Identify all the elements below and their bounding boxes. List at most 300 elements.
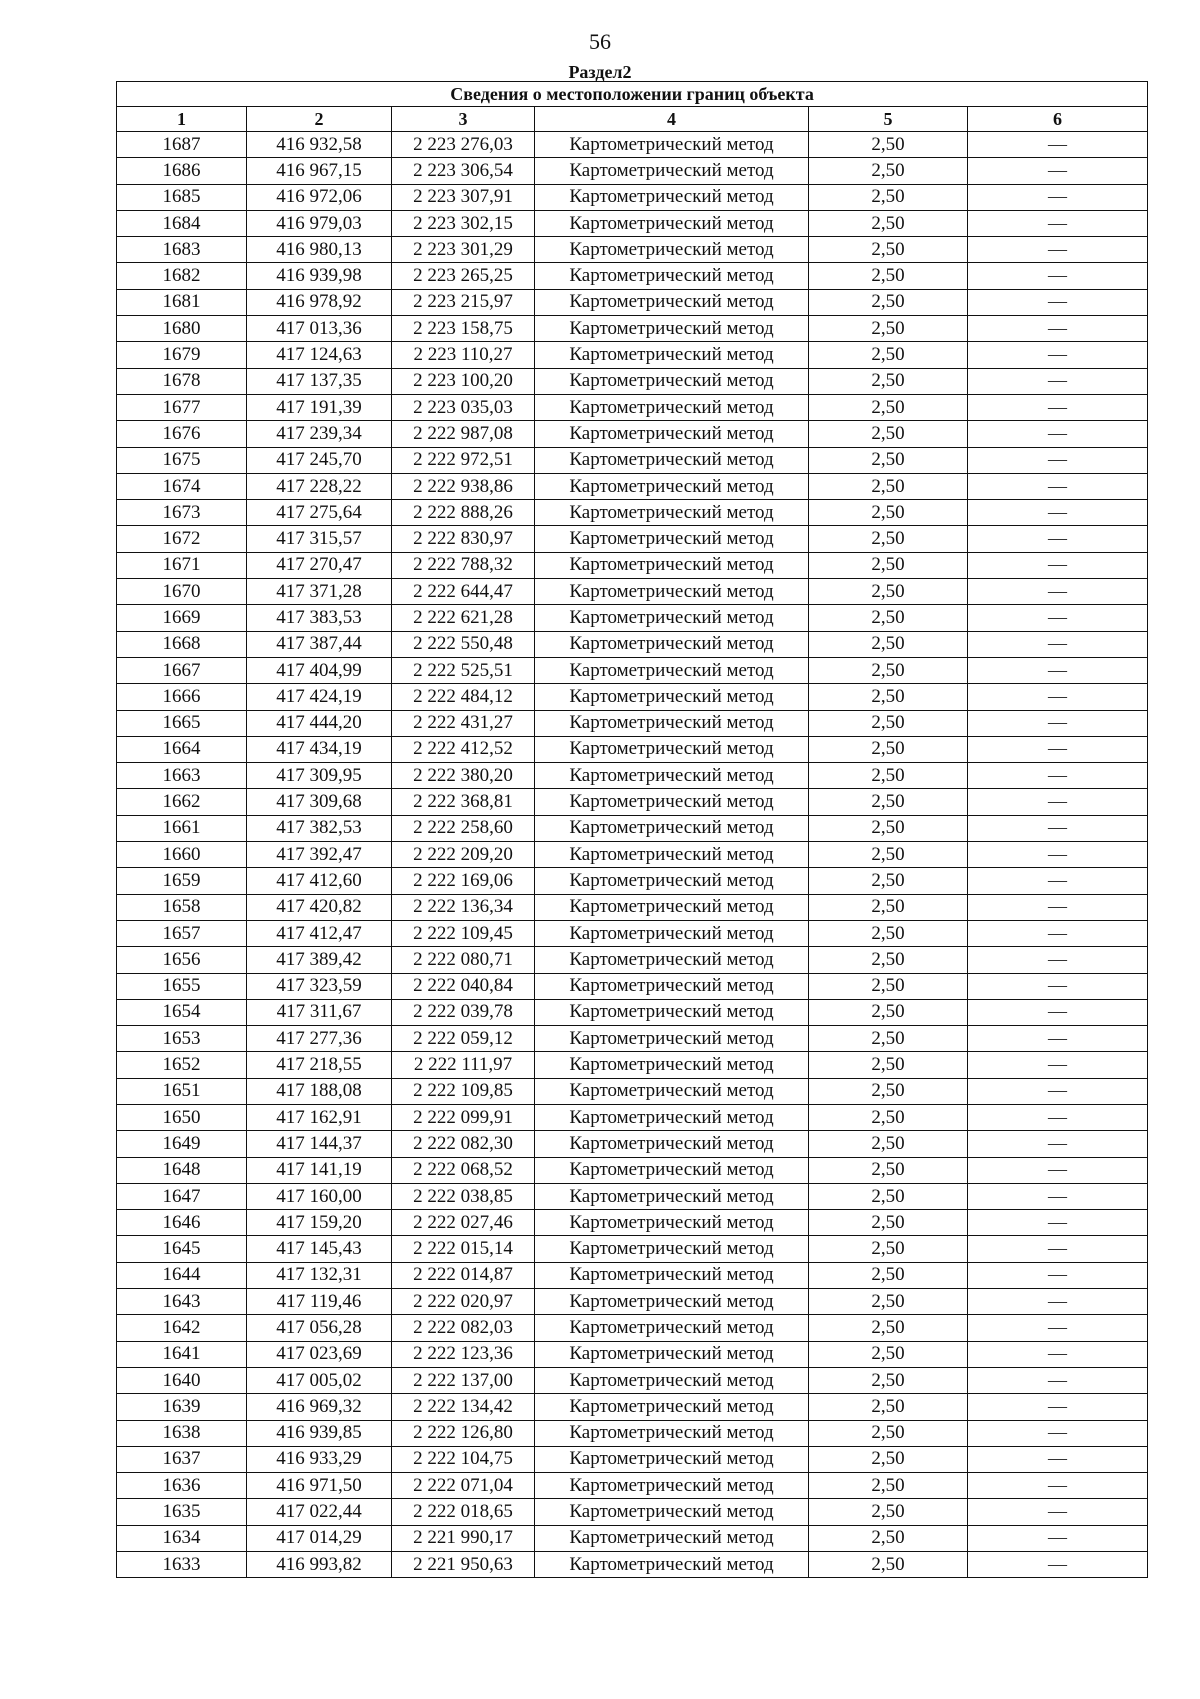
point-number-cell: 1635: [117, 1499, 247, 1525]
table-row: [117, 605, 1148, 631]
accuracy-cell: 2,50: [809, 1525, 968, 1551]
accuracy-cell: 2,50: [809, 1183, 968, 1209]
table-row: [117, 473, 1148, 499]
method-cell: Картометрический метод: [535, 368, 809, 394]
description-cell: —: [968, 421, 1148, 447]
table-row: [117, 1341, 1148, 1367]
description-cell: —: [968, 1157, 1148, 1183]
x-coordinate-cell: 416 980,13: [247, 237, 392, 263]
table-row: [117, 1157, 1148, 1183]
accuracy-cell: 2,50: [809, 868, 968, 894]
y-coordinate-cell: 2 222 380,20: [392, 763, 535, 789]
point-number-cell: 1678: [117, 368, 247, 394]
description-cell: —: [968, 1210, 1148, 1236]
accuracy-cell: 2,50: [809, 1157, 968, 1183]
description-cell: —: [968, 132, 1148, 158]
method-cell: Картометрический метод: [535, 394, 809, 420]
method-cell: Картометрический метод: [535, 815, 809, 841]
accuracy-cell: 2,50: [809, 184, 968, 210]
y-coordinate-cell: 2 222 020,97: [392, 1289, 535, 1315]
x-coordinate-cell: 416 972,06: [247, 184, 392, 210]
y-coordinate-cell: 2 222 059,12: [392, 1026, 535, 1052]
accuracy-cell: 2,50: [809, 999, 968, 1025]
method-cell: Картометрический метод: [535, 1315, 809, 1341]
point-number-cell: 1687: [117, 132, 247, 158]
description-cell: —: [968, 1289, 1148, 1315]
accuracy-cell: 2,50: [809, 526, 968, 552]
accuracy-cell: 2,50: [809, 500, 968, 526]
description-cell: —: [968, 842, 1148, 868]
y-coordinate-cell: 2 222 080,71: [392, 947, 535, 973]
accuracy-cell: 2,50: [809, 973, 968, 999]
y-coordinate-cell: 2 222 104,75: [392, 1446, 535, 1472]
method-cell: Картометрический метод: [535, 184, 809, 210]
method-cell: Картометрический метод: [535, 1078, 809, 1104]
x-coordinate-cell: 416 939,98: [247, 263, 392, 289]
x-coordinate-cell: 417 005,02: [247, 1367, 392, 1393]
x-coordinate-cell: 417 315,57: [247, 526, 392, 552]
column-number: 6: [968, 107, 1148, 132]
y-coordinate-cell: 2 222 099,91: [392, 1104, 535, 1130]
column-number: 3: [392, 107, 535, 132]
point-number-cell: 1640: [117, 1367, 247, 1393]
x-coordinate-cell: 417 424,19: [247, 684, 392, 710]
point-number-cell: 1667: [117, 657, 247, 683]
x-coordinate-cell: 417 371,28: [247, 579, 392, 605]
y-coordinate-cell: 2 223 100,20: [392, 368, 535, 394]
method-cell: Картометрический метод: [535, 1552, 809, 1578]
point-number-cell: 1668: [117, 631, 247, 657]
point-number-cell: 1666: [117, 684, 247, 710]
point-number-cell: 1686: [117, 158, 247, 184]
point-number-cell: 1638: [117, 1420, 247, 1446]
x-coordinate-cell: 416 932,58: [247, 132, 392, 158]
method-cell: Картометрический метод: [535, 1420, 809, 1446]
method-cell: Картометрический метод: [535, 999, 809, 1025]
method-cell: Картометрический метод: [535, 736, 809, 762]
description-cell: —: [968, 1315, 1148, 1341]
x-coordinate-cell: 417 309,68: [247, 789, 392, 815]
method-cell: Картометрический метод: [535, 1236, 809, 1262]
point-number-cell: 1682: [117, 263, 247, 289]
method-cell: Картометрический метод: [535, 526, 809, 552]
description-cell: —: [968, 605, 1148, 631]
table-row: [117, 394, 1148, 420]
table-row: [117, 289, 1148, 315]
accuracy-cell: 2,50: [809, 289, 968, 315]
accuracy-cell: 2,50: [809, 1394, 968, 1420]
point-number-cell: 1644: [117, 1262, 247, 1288]
method-cell: Картометрический метод: [535, 500, 809, 526]
description-cell: —: [968, 1420, 1148, 1446]
y-coordinate-cell: 2 222 431,27: [392, 710, 535, 736]
description-cell: —: [968, 1367, 1148, 1393]
y-coordinate-cell: 2 222 644,47: [392, 579, 535, 605]
x-coordinate-cell: 417 444,20: [247, 710, 392, 736]
point-number-cell: 1651: [117, 1078, 247, 1104]
method-cell: Картометрический метод: [535, 316, 809, 342]
accuracy-cell: 2,50: [809, 1078, 968, 1104]
point-number-cell: 1650: [117, 1104, 247, 1130]
accuracy-cell: 2,50: [809, 1104, 968, 1130]
description-cell: —: [968, 1499, 1148, 1525]
x-coordinate-cell: 417 056,28: [247, 1315, 392, 1341]
y-coordinate-cell: 2 223 110,27: [392, 342, 535, 368]
y-coordinate-cell: 2 223 307,91: [392, 184, 535, 210]
point-number-cell: 1643: [117, 1289, 247, 1315]
y-coordinate-cell: 2 222 068,52: [392, 1157, 535, 1183]
description-cell: —: [968, 263, 1148, 289]
table-row: [117, 500, 1148, 526]
accuracy-cell: 2,50: [809, 710, 968, 736]
section-title: Раздел2: [568, 62, 632, 82]
point-number-cell: 1642: [117, 1315, 247, 1341]
accuracy-cell: 2,50: [809, 552, 968, 578]
description-cell: —: [968, 473, 1148, 499]
description-cell: —: [968, 368, 1148, 394]
method-cell: Картометрический метод: [535, 973, 809, 999]
y-coordinate-cell: 2 222 082,03: [392, 1315, 535, 1341]
point-number-cell: 1633: [117, 1552, 247, 1578]
point-number-cell: 1671: [117, 552, 247, 578]
table-body: [117, 132, 1148, 1578]
table-row: [117, 947, 1148, 973]
method-cell: Картометрический метод: [535, 210, 809, 236]
y-coordinate-cell: 2 222 412,52: [392, 736, 535, 762]
description-cell: —: [968, 947, 1148, 973]
method-cell: Картометрический метод: [535, 421, 809, 447]
column-number: 1: [117, 107, 247, 132]
method-cell: Картометрический метод: [535, 1131, 809, 1157]
description-cell: —: [968, 763, 1148, 789]
accuracy-cell: 2,50: [809, 1262, 968, 1288]
table-row: [117, 447, 1148, 473]
y-coordinate-cell: 2 222 018,65: [392, 1499, 535, 1525]
column-number: 4: [535, 107, 809, 132]
y-coordinate-cell: 2 223 035,03: [392, 394, 535, 420]
point-number-cell: 1675: [117, 447, 247, 473]
method-cell: Картометрический метод: [535, 132, 809, 158]
description-cell: —: [968, 999, 1148, 1025]
x-coordinate-cell: 417 412,60: [247, 868, 392, 894]
y-coordinate-cell: 2 222 258,60: [392, 815, 535, 841]
x-coordinate-cell: 417 245,70: [247, 447, 392, 473]
point-number-cell: 1659: [117, 868, 247, 894]
accuracy-cell: 2,50: [809, 210, 968, 236]
y-coordinate-cell: 2 223 276,03: [392, 132, 535, 158]
table-row: [117, 1183, 1148, 1209]
y-coordinate-cell: 2 222 039,78: [392, 999, 535, 1025]
method-cell: Картометрический метод: [535, 158, 809, 184]
point-number-cell: 1639: [117, 1394, 247, 1420]
point-number-cell: 1684: [117, 210, 247, 236]
description-cell: —: [968, 210, 1148, 236]
accuracy-cell: 2,50: [809, 1473, 968, 1499]
method-cell: Картометрический метод: [535, 1262, 809, 1288]
description-cell: —: [968, 973, 1148, 999]
table-row: [117, 631, 1148, 657]
point-number-cell: 1656: [117, 947, 247, 973]
method-cell: Картометрический метод: [535, 1446, 809, 1472]
table-row: [117, 1104, 1148, 1130]
accuracy-cell: 2,50: [809, 394, 968, 420]
point-number-cell: 1670: [117, 579, 247, 605]
point-number-cell: 1658: [117, 894, 247, 920]
table-row: [117, 1420, 1148, 1446]
description-cell: —: [968, 1183, 1148, 1209]
description-cell: —: [968, 1078, 1148, 1104]
method-cell: Картометрический метод: [535, 947, 809, 973]
table-row: [117, 210, 1148, 236]
point-number-cell: 1679: [117, 342, 247, 368]
table-row: [117, 1473, 1148, 1499]
point-number-cell: 1654: [117, 999, 247, 1025]
y-coordinate-cell: 2 222 987,08: [392, 421, 535, 447]
x-coordinate-cell: 417 137,35: [247, 368, 392, 394]
table-row: [117, 132, 1148, 158]
accuracy-cell: 2,50: [809, 920, 968, 946]
y-coordinate-cell: 2 222 109,85: [392, 1078, 535, 1104]
point-number-cell: 1655: [117, 973, 247, 999]
table-row: [117, 316, 1148, 342]
y-coordinate-cell: 2 222 040,84: [392, 973, 535, 999]
accuracy-cell: 2,50: [809, 342, 968, 368]
y-coordinate-cell: 2 222 137,00: [392, 1367, 535, 1393]
description-cell: —: [968, 868, 1148, 894]
x-coordinate-cell: 417 218,55: [247, 1052, 392, 1078]
x-coordinate-cell: 416 971,50: [247, 1473, 392, 1499]
table-row: [117, 868, 1148, 894]
description-cell: —: [968, 1552, 1148, 1578]
accuracy-cell: 2,50: [809, 894, 968, 920]
method-cell: Картометрический метод: [535, 289, 809, 315]
table-caption-row: [117, 82, 1148, 107]
method-cell: Картометрический метод: [535, 1052, 809, 1078]
y-coordinate-cell: 2 222 169,06: [392, 868, 535, 894]
accuracy-cell: 2,50: [809, 1236, 968, 1262]
table-row: [117, 1394, 1148, 1420]
x-coordinate-cell: 417 404,99: [247, 657, 392, 683]
table-row: [117, 1131, 1148, 1157]
accuracy-cell: 2,50: [809, 421, 968, 447]
table-row: [117, 1367, 1148, 1393]
method-cell: Картометрический метод: [535, 868, 809, 894]
accuracy-cell: 2,50: [809, 263, 968, 289]
table-row: [117, 1210, 1148, 1236]
y-coordinate-cell: 2 223 265,25: [392, 263, 535, 289]
description-cell: —: [968, 894, 1148, 920]
description-cell: —: [968, 1262, 1148, 1288]
method-cell: Картометрический метод: [535, 237, 809, 263]
point-number-cell: 1674: [117, 473, 247, 499]
method-cell: Картометрический метод: [535, 1157, 809, 1183]
point-number-cell: 1664: [117, 736, 247, 762]
description-cell: —: [968, 1394, 1148, 1420]
table-row: [117, 158, 1148, 184]
table-row: [117, 263, 1148, 289]
x-coordinate-cell: 417 228,22: [247, 473, 392, 499]
method-cell: Картометрический метод: [535, 552, 809, 578]
method-cell: Картометрический метод: [535, 842, 809, 868]
accuracy-cell: 2,50: [809, 1026, 968, 1052]
method-cell: Картометрический метод: [535, 579, 809, 605]
y-coordinate-cell: 2 222 938,86: [392, 473, 535, 499]
boundary-coordinates-table: [116, 81, 1148, 1578]
y-coordinate-cell: 2 222 109,45: [392, 920, 535, 946]
method-cell: Картометрический метод: [535, 1104, 809, 1130]
accuracy-cell: 2,50: [809, 1210, 968, 1236]
y-coordinate-cell: 2 222 123,36: [392, 1341, 535, 1367]
description-cell: —: [968, 789, 1148, 815]
x-coordinate-cell: 417 014,29: [247, 1525, 392, 1551]
table-row: [117, 684, 1148, 710]
accuracy-cell: 2,50: [809, 1367, 968, 1393]
x-coordinate-cell: 417 323,59: [247, 973, 392, 999]
point-number-cell: 1660: [117, 842, 247, 868]
x-coordinate-cell: 416 933,29: [247, 1446, 392, 1472]
accuracy-cell: 2,50: [809, 132, 968, 158]
point-number-cell: 1634: [117, 1525, 247, 1551]
description-cell: —: [968, 736, 1148, 762]
accuracy-cell: 2,50: [809, 1315, 968, 1341]
method-cell: Картометрический метод: [535, 1210, 809, 1236]
description-cell: —: [968, 657, 1148, 683]
y-coordinate-cell: 2 222 888,26: [392, 500, 535, 526]
y-coordinate-cell: 2 222 788,32: [392, 552, 535, 578]
x-coordinate-cell: 416 939,85: [247, 1420, 392, 1446]
description-cell: —: [968, 552, 1148, 578]
x-coordinate-cell: 417 311,67: [247, 999, 392, 1025]
accuracy-cell: 2,50: [809, 473, 968, 499]
accuracy-cell: 2,50: [809, 1446, 968, 1472]
point-number-cell: 1649: [117, 1131, 247, 1157]
description-cell: —: [968, 579, 1148, 605]
accuracy-cell: 2,50: [809, 684, 968, 710]
table-row: [117, 789, 1148, 815]
x-coordinate-cell: 417 387,44: [247, 631, 392, 657]
y-coordinate-cell: 2 223 306,54: [392, 158, 535, 184]
point-number-cell: 1641: [117, 1341, 247, 1367]
description-cell: —: [968, 1446, 1148, 1472]
description-cell: —: [968, 815, 1148, 841]
point-number-cell: 1637: [117, 1446, 247, 1472]
point-number-cell: 1680: [117, 316, 247, 342]
table-row: [117, 237, 1148, 263]
table-row: [117, 973, 1148, 999]
y-coordinate-cell: 2 222 209,20: [392, 842, 535, 868]
method-cell: Картометрический метод: [535, 1525, 809, 1551]
x-coordinate-cell: 417 132,31: [247, 1262, 392, 1288]
method-cell: Картометрический метод: [535, 1473, 809, 1499]
point-number-cell: 1648: [117, 1157, 247, 1183]
point-number-cell: 1647: [117, 1183, 247, 1209]
x-coordinate-cell: 417 277,36: [247, 1026, 392, 1052]
y-coordinate-cell: 2 222 830,97: [392, 526, 535, 552]
accuracy-cell: 2,50: [809, 789, 968, 815]
point-number-cell: 1662: [117, 789, 247, 815]
accuracy-cell: 2,50: [809, 158, 968, 184]
accuracy-cell: 2,50: [809, 631, 968, 657]
method-cell: Картометрический метод: [535, 1026, 809, 1052]
description-cell: —: [968, 500, 1148, 526]
method-cell: Картометрический метод: [535, 1289, 809, 1315]
x-coordinate-cell: 417 392,47: [247, 842, 392, 868]
method-cell: Картометрический метод: [535, 894, 809, 920]
y-coordinate-cell: 2 222 136,34: [392, 894, 535, 920]
description-cell: —: [968, 1104, 1148, 1130]
page-number: 56: [589, 29, 611, 54]
table-row: [117, 526, 1148, 552]
description-cell: —: [968, 1525, 1148, 1551]
x-coordinate-cell: 417 145,43: [247, 1236, 392, 1262]
description-cell: —: [968, 447, 1148, 473]
description-cell: —: [968, 1473, 1148, 1499]
x-coordinate-cell: 416 967,15: [247, 158, 392, 184]
accuracy-cell: 2,50: [809, 947, 968, 973]
description-cell: —: [968, 920, 1148, 946]
method-cell: Картометрический метод: [535, 657, 809, 683]
accuracy-cell: 2,50: [809, 815, 968, 841]
table-row: [117, 999, 1148, 1025]
table-row: [117, 1078, 1148, 1104]
x-coordinate-cell: 417 119,46: [247, 1289, 392, 1315]
method-cell: Картометрический метод: [535, 473, 809, 499]
y-coordinate-cell: 2 222 484,12: [392, 684, 535, 710]
x-coordinate-cell: 416 993,82: [247, 1552, 392, 1578]
x-coordinate-cell: 416 979,03: [247, 210, 392, 236]
method-cell: Картометрический метод: [535, 447, 809, 473]
table-row: [117, 920, 1148, 946]
table-caption: Сведения о местоположении границ объекта: [117, 82, 1148, 107]
description-cell: —: [968, 1026, 1148, 1052]
method-cell: Картометрический метод: [535, 1367, 809, 1393]
x-coordinate-cell: 417 270,47: [247, 552, 392, 578]
point-number-cell: 1676: [117, 421, 247, 447]
point-number-cell: 1677: [117, 394, 247, 420]
accuracy-cell: 2,50: [809, 316, 968, 342]
x-coordinate-cell: 417 382,53: [247, 815, 392, 841]
description-cell: —: [968, 184, 1148, 210]
y-coordinate-cell: 2 222 126,80: [392, 1420, 535, 1446]
y-coordinate-cell: 2 222 525,51: [392, 657, 535, 683]
method-cell: Картометрический метод: [535, 1499, 809, 1525]
point-number-cell: 1653: [117, 1026, 247, 1052]
method-cell: Картометрический метод: [535, 631, 809, 657]
y-coordinate-cell: 2 223 302,15: [392, 210, 535, 236]
method-cell: Картометрический метод: [535, 710, 809, 736]
description-cell: —: [968, 1131, 1148, 1157]
y-coordinate-cell: 2 222 550,48: [392, 631, 535, 657]
x-coordinate-cell: 417 434,19: [247, 736, 392, 762]
x-coordinate-cell: 417 141,19: [247, 1157, 392, 1183]
y-coordinate-cell: 2 222 015,14: [392, 1236, 535, 1262]
column-number: 5: [809, 107, 968, 132]
table-row: [117, 1315, 1148, 1341]
point-number-cell: 1645: [117, 1236, 247, 1262]
accuracy-cell: 2,50: [809, 1420, 968, 1446]
accuracy-cell: 2,50: [809, 736, 968, 762]
point-number-cell: 1665: [117, 710, 247, 736]
x-coordinate-cell: 417 162,91: [247, 1104, 392, 1130]
description-cell: —: [968, 316, 1148, 342]
accuracy-cell: 2,50: [809, 368, 968, 394]
table-row: [117, 1052, 1148, 1078]
method-cell: Картометрический метод: [535, 1341, 809, 1367]
x-coordinate-cell: 417 275,64: [247, 500, 392, 526]
y-coordinate-cell: 2 222 071,04: [392, 1473, 535, 1499]
x-coordinate-cell: 417 389,42: [247, 947, 392, 973]
description-cell: —: [968, 1052, 1148, 1078]
